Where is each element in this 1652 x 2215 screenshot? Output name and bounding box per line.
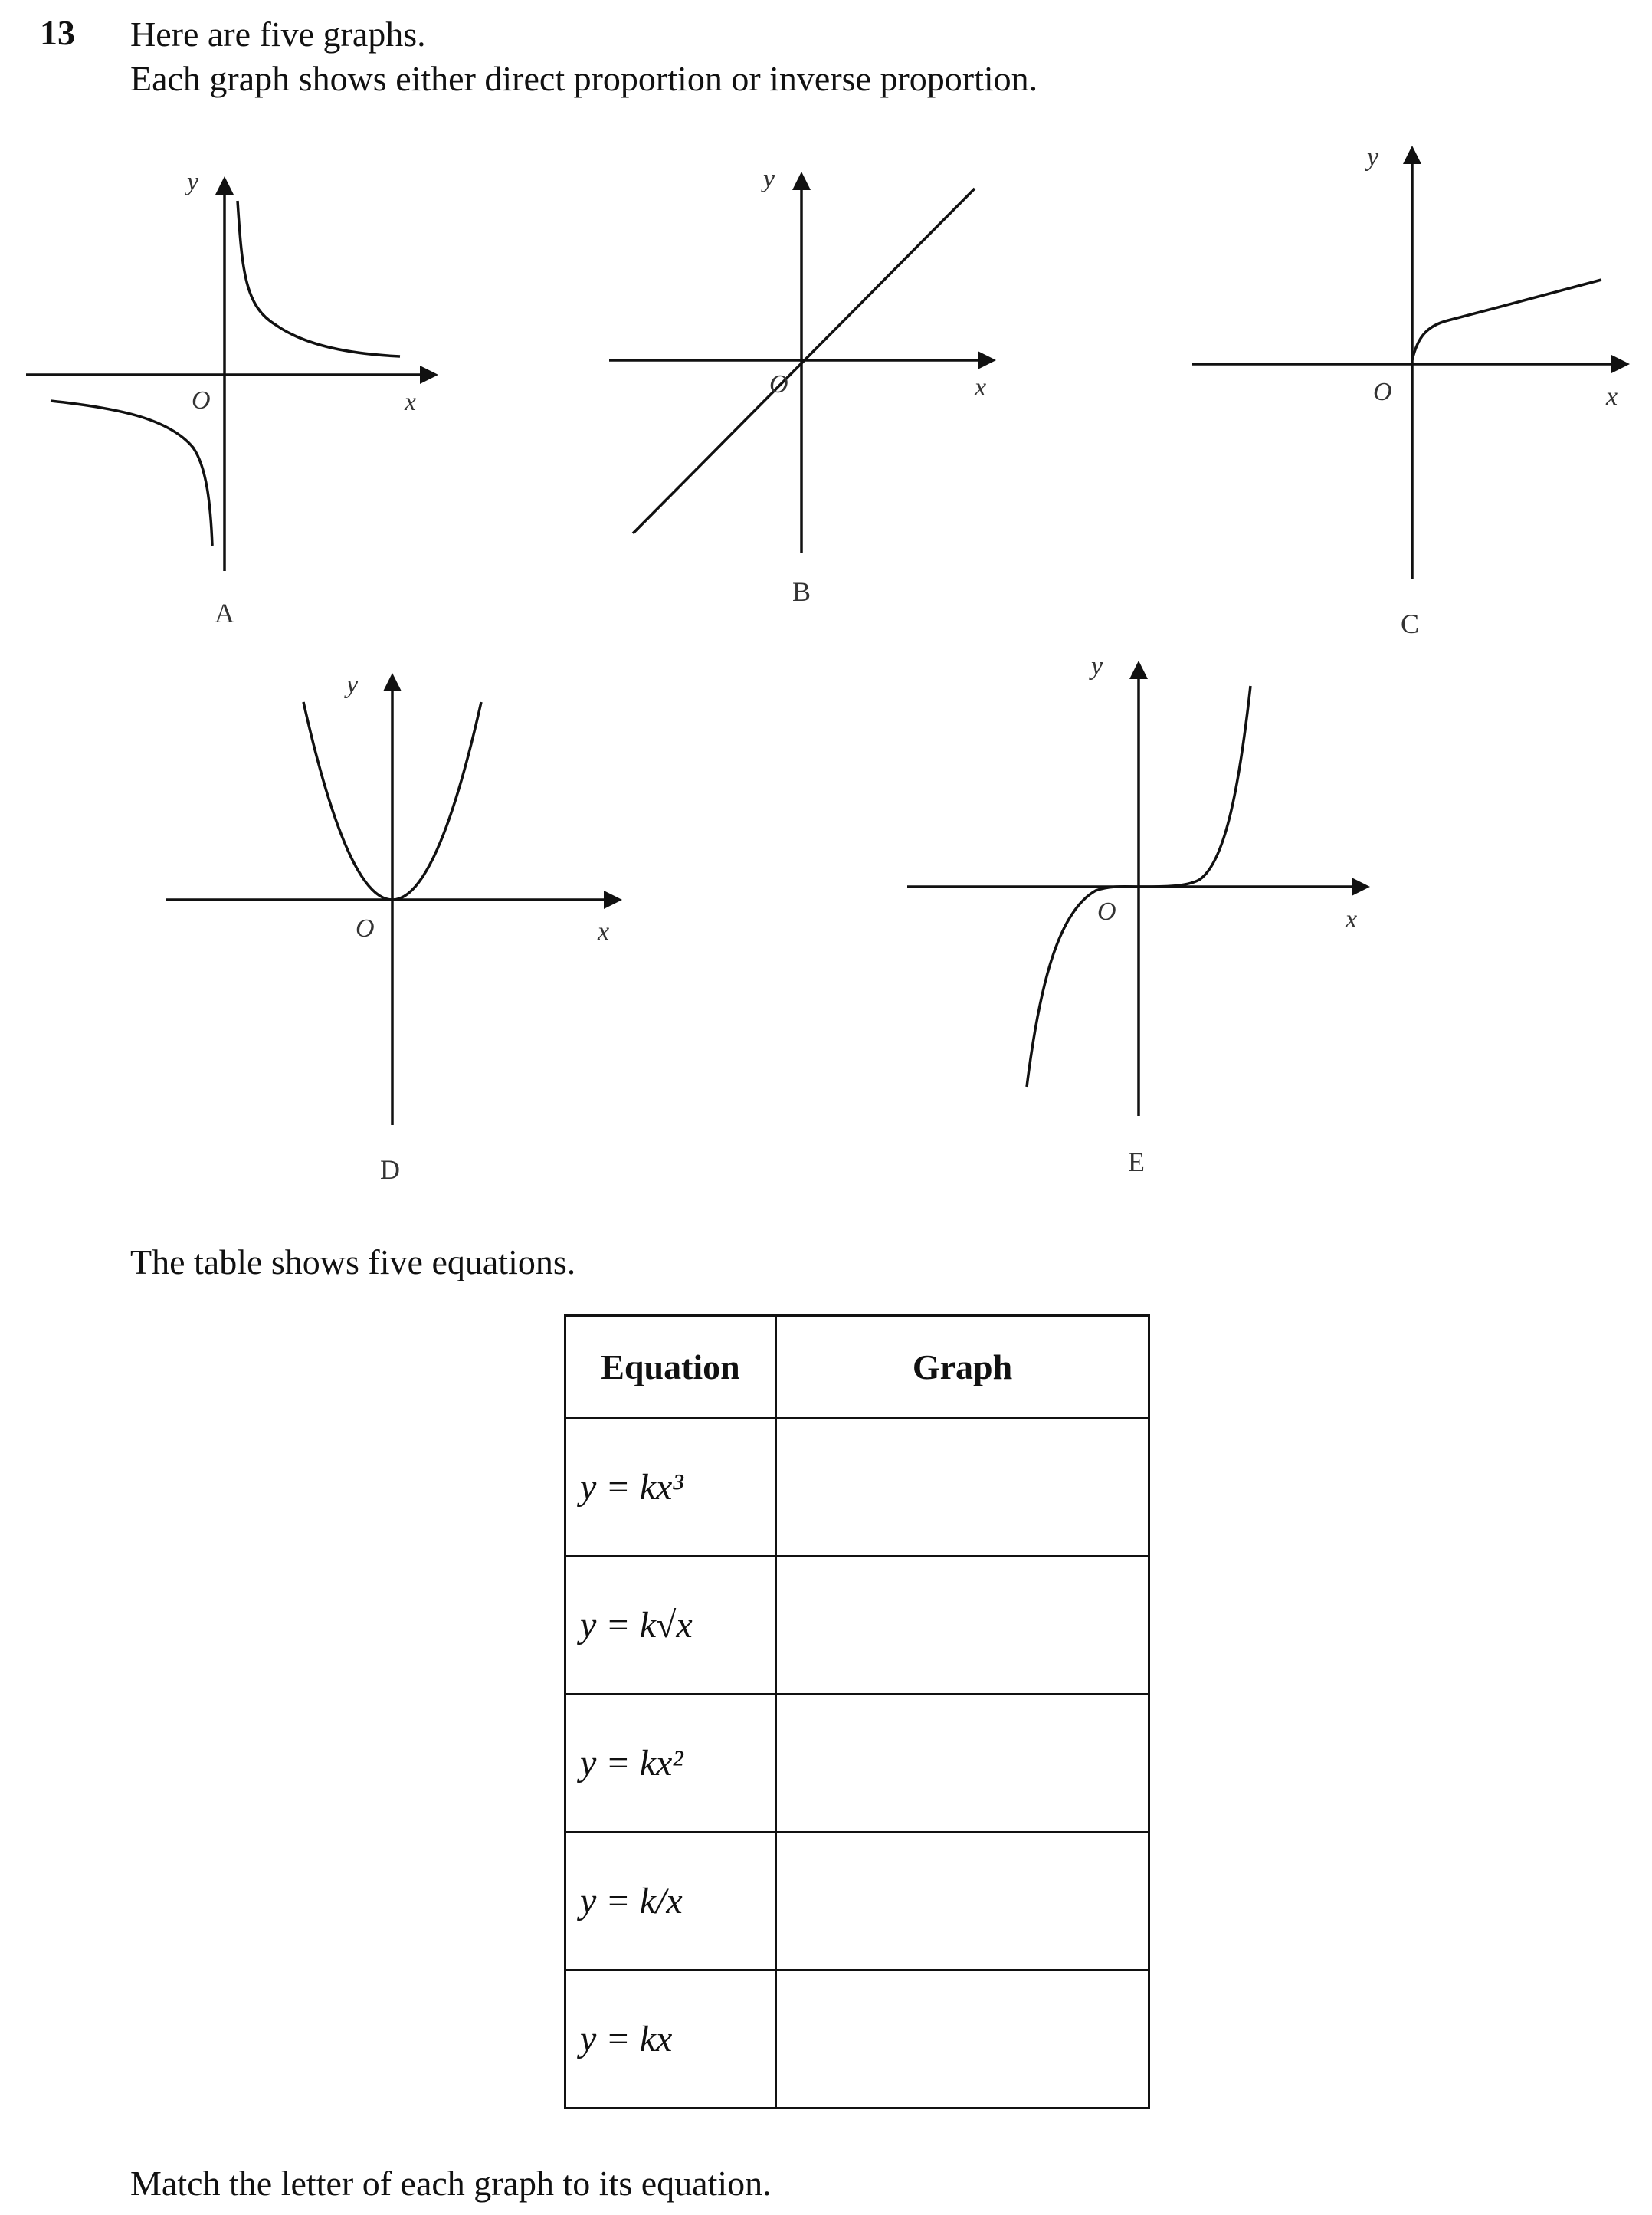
graph-c-x-label: x	[1606, 382, 1618, 411]
graph-b	[609, 165, 996, 607]
graph-d	[166, 671, 622, 1185]
equation-sqrt: y = k√x	[565, 1557, 776, 1695]
graph-e-y-label: y	[1091, 652, 1103, 681]
graph-e	[907, 652, 1370, 1177]
instruction: Match the letter of each graph to its equation.	[130, 2164, 772, 2203]
graph-d-x-label: x	[598, 917, 610, 946]
graph-e-label: E	[1128, 1147, 1145, 1177]
equation-quadratic: y = kx²	[565, 1695, 776, 1833]
graph-a-label: A	[215, 598, 234, 628]
graph-c-curve	[1412, 280, 1601, 360]
graph-a-curve-positive	[238, 201, 400, 356]
graph-a	[26, 168, 438, 628]
graph-a-curve-negative	[51, 401, 212, 546]
table-intro: The table shows five equations.	[130, 1242, 576, 1281]
table-row	[565, 1833, 1149, 1971]
graph-answer-cell[interactable]	[776, 1971, 1149, 2108]
graph-a-y-label: y	[187, 168, 199, 196]
equation-cubic: y = kx³	[565, 1419, 776, 1557]
header-graph: Graph	[776, 1316, 1149, 1419]
graph-e-y-arrow	[1129, 661, 1148, 679]
intro-line-1: Here are five graphs.	[130, 15, 426, 54]
graph-d-y-arrow	[383, 673, 402, 691]
graph-b-x-arrow	[978, 351, 996, 369]
graph-e-x-label: x	[1346, 905, 1358, 934]
equation-table	[564, 1314, 1150, 2109]
graph-answer-cell[interactable]	[776, 1557, 1149, 1695]
graph-d-origin-label: O	[356, 914, 375, 943]
graph-d-x-arrow	[604, 891, 622, 909]
graph-c-y-label: y	[1367, 143, 1379, 172]
graph-a-x-label: x	[405, 388, 417, 416]
table-row	[565, 1557, 1149, 1695]
graph-answer-cell[interactable]	[776, 1419, 1149, 1557]
graph-c-label: C	[1401, 609, 1420, 639]
graph-b-label: B	[792, 576, 811, 607]
graph-d-label: D	[380, 1154, 400, 1185]
graph-answer-cell[interactable]	[776, 1695, 1149, 1833]
header-equation: Equation	[565, 1316, 776, 1419]
graph-b-origin-label: O	[769, 370, 788, 399]
graph-a-origin-label: O	[192, 386, 211, 415]
intro-line-2: Each graph shows either direct proportion or inverse proportion.	[130, 59, 1038, 98]
table-row	[565, 1971, 1149, 2108]
graph-answer-cell[interactable]	[776, 1833, 1149, 1971]
graph-c-origin-label: O	[1373, 378, 1392, 406]
table-header-row	[565, 1316, 1149, 1419]
graph-c-y-arrow	[1403, 146, 1421, 164]
graph-e-x-arrow	[1352, 878, 1370, 896]
graph-c-x-arrow	[1611, 355, 1630, 373]
graph-e-origin-label: O	[1097, 897, 1116, 926]
question-number: 13	[40, 13, 75, 52]
graph-b-y-arrow	[792, 172, 811, 190]
graph-c	[1192, 143, 1630, 639]
graph-b-y-label: y	[763, 165, 775, 193]
graph-d-y-label: y	[346, 671, 359, 699]
graph-a-y-arrow	[215, 176, 234, 195]
table-row	[565, 1419, 1149, 1557]
equation-inverse: y = k/x	[565, 1833, 776, 1971]
graph-a-x-arrow	[420, 366, 438, 384]
graph-b-x-label: x	[975, 373, 987, 402]
equation-linear: y = kx	[565, 1971, 776, 2108]
table-row	[565, 1695, 1149, 1833]
